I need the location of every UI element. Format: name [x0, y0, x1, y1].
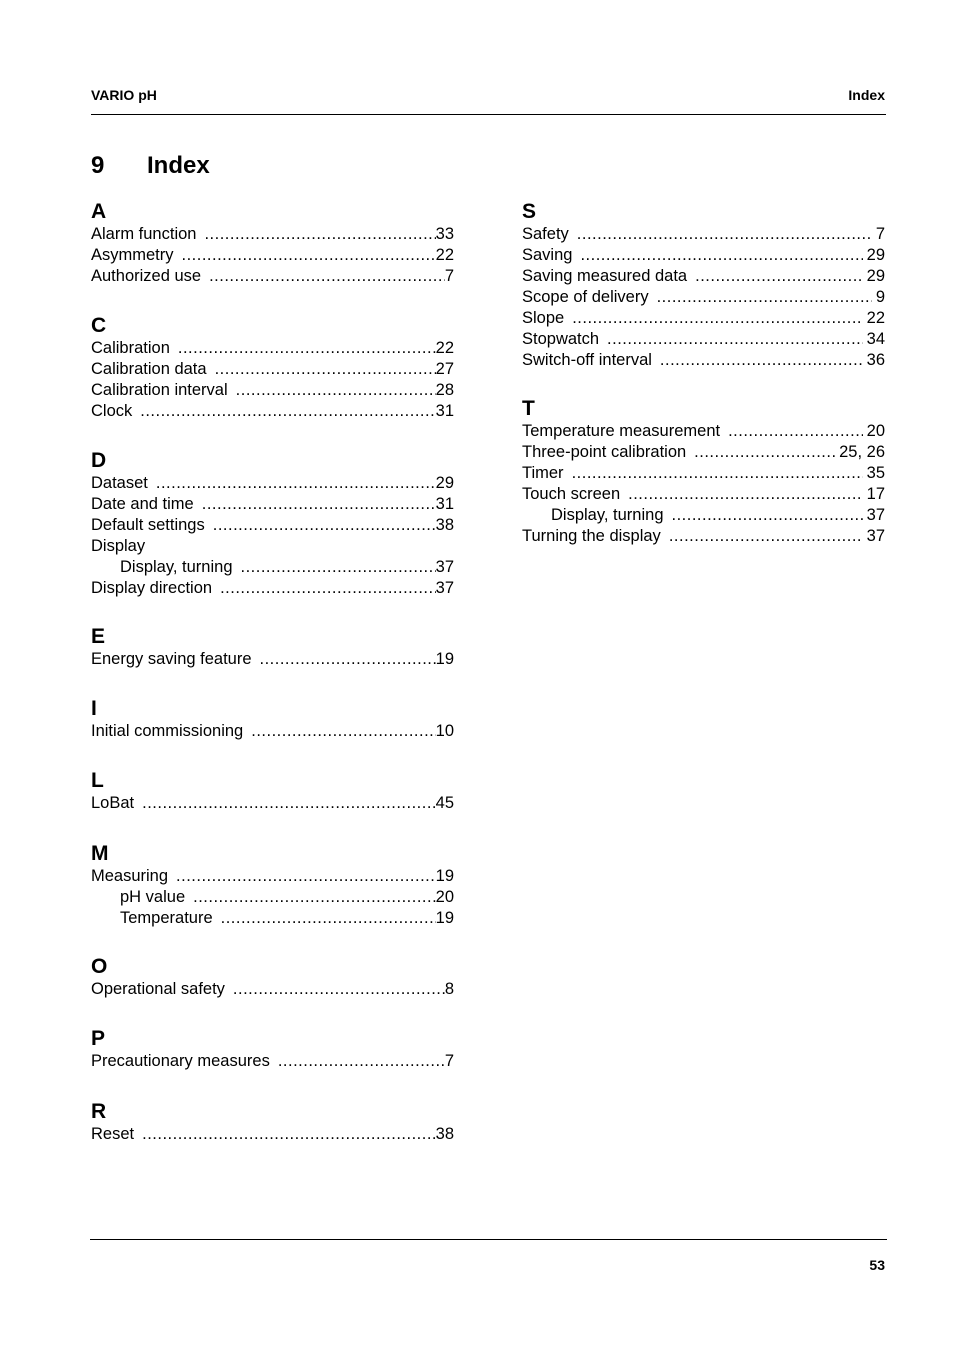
entry-page: 33 [435, 225, 454, 243]
dot-leader [580, 245, 862, 266]
entry-label: Precautionary measures [91, 1052, 270, 1070]
entry-label: Asymmetry [91, 246, 174, 264]
index-section-c [91, 313, 454, 422]
dot-leader [236, 380, 436, 401]
index-entry [91, 401, 454, 422]
entry-page: 29 [866, 267, 885, 285]
index-section-p [91, 1026, 454, 1072]
entry-page: 17 [866, 485, 885, 503]
index-entry [91, 557, 454, 578]
dot-leader [215, 359, 436, 380]
entry-label: Default settings [91, 516, 205, 534]
entry-label: Switch-off interval [522, 351, 652, 369]
index-entry [91, 359, 454, 380]
dot-leader [209, 266, 445, 287]
entry-label: pH value [120, 888, 186, 906]
entry-label: Energy saving feature [91, 650, 252, 668]
section-letter: I [91, 697, 97, 720]
dot-leader [202, 494, 436, 515]
index-section-d [91, 448, 454, 599]
index-entry [522, 329, 885, 350]
entry-page: 25, 26 [839, 443, 885, 461]
dot-leader [260, 649, 436, 670]
dot-leader [728, 421, 863, 442]
index-entry [522, 442, 885, 463]
dot-leader [657, 287, 872, 308]
entry-label: Display [91, 537, 146, 555]
index-entry [522, 505, 885, 526]
index-entry [91, 793, 454, 814]
dot-leader [193, 887, 436, 908]
index-section-m [91, 841, 454, 929]
entry-label: Date and time [91, 495, 194, 513]
index-section-l [91, 768, 454, 814]
page-number: 53 [869, 1257, 885, 1273]
entry-page: 45 [435, 794, 454, 812]
entry-page: 7 [444, 1052, 454, 1070]
index-entry [522, 308, 885, 329]
index-entry [91, 245, 454, 266]
dot-leader [140, 401, 435, 422]
dot-leader [628, 484, 863, 505]
section-letter: P [91, 1027, 106, 1050]
section-letter: L [91, 769, 104, 792]
entry-page: 7 [444, 267, 454, 285]
entry-page: 37 [435, 579, 454, 597]
index-entry [522, 245, 885, 266]
dot-leader [660, 350, 863, 371]
index-entry [91, 866, 454, 887]
index-entry [522, 266, 885, 287]
section-letter: M [91, 842, 109, 865]
section-letter: D [91, 449, 107, 472]
section-letter: A [91, 200, 107, 223]
index-entry [91, 338, 454, 359]
entry-page: 27 [435, 360, 454, 378]
entry-label: Turning the display [522, 527, 661, 545]
index-section-s [522, 199, 885, 371]
index-entry [91, 649, 454, 670]
header-rule [91, 114, 886, 115]
entry-label: Calibration [91, 339, 170, 357]
running-header-title: VARIO pH [91, 87, 157, 103]
entry-label: Saving measured data [522, 267, 688, 285]
footer-rule [90, 1239, 887, 1240]
dot-leader [220, 578, 436, 599]
index-entry [91, 979, 454, 1000]
entry-label: Operational safety [91, 980, 225, 998]
entry-page: 31 [435, 495, 454, 513]
dot-leader [672, 505, 863, 526]
index-entry [522, 463, 885, 484]
index-entry [522, 526, 885, 547]
dot-leader [213, 515, 436, 536]
entry-label: Scope of delivery [522, 288, 649, 306]
entry-page: 20 [435, 888, 454, 906]
dot-leader [278, 1051, 445, 1072]
index-entry [91, 536, 454, 557]
entry-page: 19 [435, 650, 454, 668]
dot-leader [178, 338, 436, 359]
entry-label: Touch screen [522, 485, 621, 503]
entry-label: Slope [522, 309, 565, 327]
index-entry [522, 421, 885, 442]
dot-leader [694, 442, 835, 463]
index-section-r [91, 1099, 454, 1145]
index-entry [91, 1124, 454, 1145]
dot-leader [204, 224, 435, 245]
entry-label: Saving [522, 246, 573, 264]
index-entry [91, 578, 454, 599]
entry-page: 37 [866, 506, 885, 524]
entry-label: Three-point calibration [522, 443, 687, 461]
entry-label: Display, turning [551, 506, 664, 524]
dot-leader [607, 329, 863, 350]
section-letter: E [91, 625, 106, 648]
entry-label: LoBat [91, 794, 135, 812]
entry-label: Calibration interval [91, 381, 228, 399]
index-section-i [91, 696, 454, 742]
index-entry [522, 287, 885, 308]
entry-label: Display, turning [120, 558, 233, 576]
entry-page: 22 [435, 339, 454, 357]
index-entry [91, 473, 454, 494]
index-entry [91, 721, 454, 742]
index-section-a [91, 199, 454, 287]
entry-page: 37 [435, 558, 454, 576]
entry-label: Measuring [91, 867, 169, 885]
dot-leader [142, 1124, 436, 1145]
entry-page: 36 [866, 351, 885, 369]
entry-page: 34 [866, 330, 885, 348]
index-entry [91, 266, 454, 287]
entry-page: 10 [435, 722, 454, 740]
entry-label: Timer [522, 464, 564, 482]
dot-leader [572, 463, 863, 484]
entry-label: Dataset [91, 474, 148, 492]
entry-page: 28 [435, 381, 454, 399]
entry-page: 37 [866, 527, 885, 545]
chapter-title: Index [147, 152, 210, 179]
entry-page: 31 [435, 402, 454, 420]
index-entry [91, 380, 454, 401]
dot-leader [572, 308, 862, 329]
entry-label: Temperature measurement [522, 422, 721, 440]
entry-label: Reset [91, 1125, 135, 1143]
entry-label: Display direction [91, 579, 213, 597]
dot-leader [142, 793, 436, 814]
index-entry [91, 887, 454, 908]
entry-label: Safety [522, 225, 569, 243]
index-section-t [522, 396, 885, 547]
entry-label: Initial commissioning [91, 722, 244, 740]
entry-page: 7 [875, 225, 885, 243]
index-entry [91, 224, 454, 245]
chapter-number: 9 [91, 152, 105, 179]
entry-page: 29 [866, 246, 885, 264]
section-letter: T [522, 397, 535, 420]
entry-label: Stopwatch [522, 330, 600, 348]
entry-page: 20 [866, 422, 885, 440]
entry-page: 38 [435, 516, 454, 534]
dot-leader [669, 526, 863, 547]
index-section-o [91, 954, 454, 1000]
entry-label: Clock [91, 402, 133, 420]
entry-page: 19 [435, 867, 454, 885]
section-letter: O [91, 955, 108, 978]
entry-page: 38 [435, 1125, 454, 1143]
entry-page: 22 [435, 246, 454, 264]
entry-page: 9 [875, 288, 885, 306]
dot-leader [233, 979, 445, 1000]
entry-page: 29 [435, 474, 454, 492]
entry-label: Calibration data [91, 360, 207, 378]
entry-page: 35 [866, 464, 885, 482]
dot-leader [577, 224, 872, 245]
dot-leader [241, 557, 436, 578]
entry-page: 8 [444, 980, 454, 998]
entry-label: Temperature [120, 909, 213, 927]
entry-label: Alarm function [91, 225, 197, 243]
section-letter: C [91, 314, 107, 337]
index-entry [91, 494, 454, 515]
dot-leader [251, 721, 435, 742]
dot-leader [156, 473, 436, 494]
index-entry [91, 1051, 454, 1072]
entry-page: 22 [866, 309, 885, 327]
entry-label: Authorized use [91, 267, 202, 285]
index-entry [522, 350, 885, 371]
dot-leader [182, 245, 436, 266]
dot-leader [176, 866, 436, 887]
entry-page: 19 [435, 909, 454, 927]
running-header-section: Index [848, 87, 885, 103]
section-letter: S [522, 200, 537, 223]
index-entry [91, 908, 454, 929]
index-entry [522, 224, 885, 245]
dot-leader [695, 266, 863, 287]
index-entry [91, 515, 454, 536]
index-entry [522, 484, 885, 505]
section-letter: R [91, 1100, 107, 1123]
dot-leader [221, 908, 436, 929]
chapter-heading [91, 152, 210, 180]
index-section-e [91, 624, 454, 670]
